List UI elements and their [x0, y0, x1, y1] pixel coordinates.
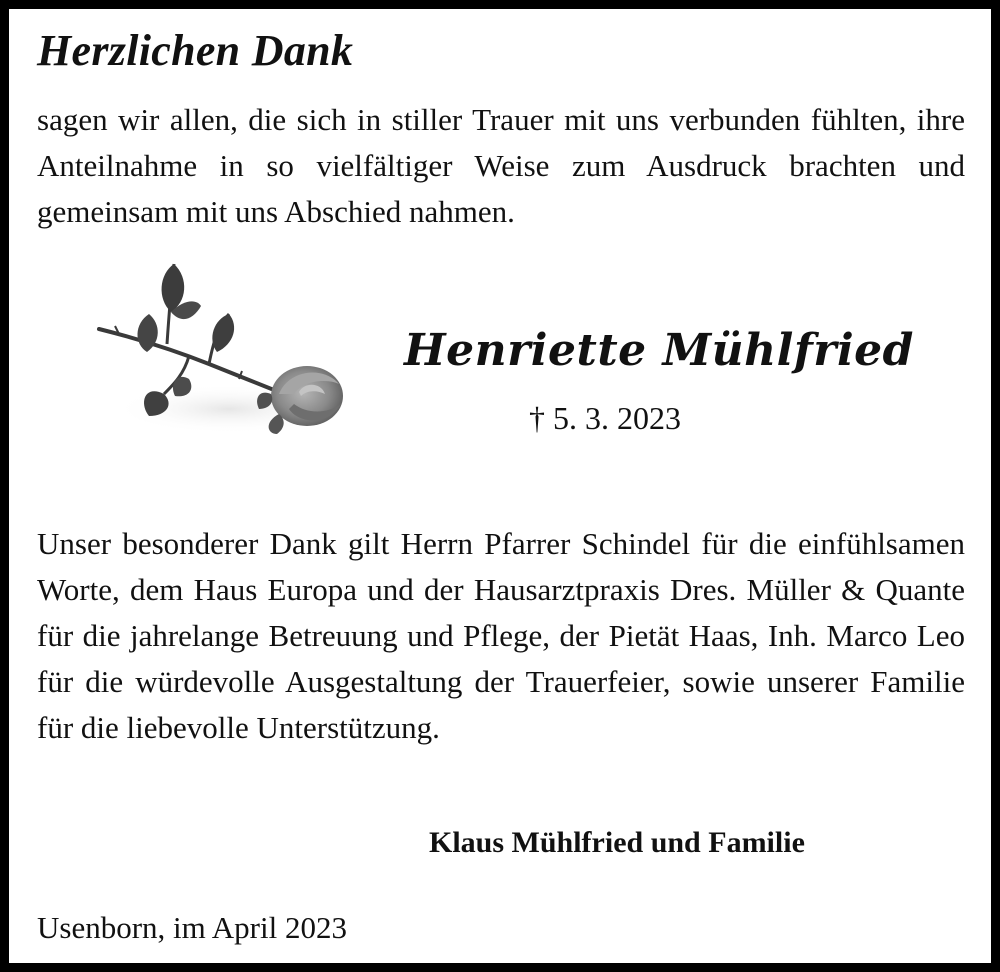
rose-icon — [89, 244, 345, 444]
thanks-paragraph: Unser besonderer Dank gilt Herrn Pfarrer Schindel für die einfühlsamen Worte, dem Haus Europa und der Hausarztpraxis Dres. Müller & Quante für die jahrelange Betreuung und Pflege, der Pietät Haas, Inh. Marco Leo für die würdevolle Ausgestaltung der Trauerfeier, sowie unserer Familie für die liebevolle Unterstützung. — [37, 526, 965, 745]
death-date: † 5. 3. 2023 — [529, 400, 681, 436]
signature: Klaus Mühlfried und Familie — [429, 826, 805, 859]
intro-paragraph: sagen wir allen, die sich in stiller Trauer mit uns verbunden fühlten, ihre Anteilnahme in so vielfältiger Weise zum Ausdruck brachten und gemeinsam mit uns Abschied nahmen. — [37, 102, 965, 229]
place-date: Usenborn, im April 2023 — [37, 910, 347, 945]
heading: Herzlichen Dank — [37, 26, 354, 75]
deceased-name: Henriette Mühlfried — [404, 325, 914, 376]
